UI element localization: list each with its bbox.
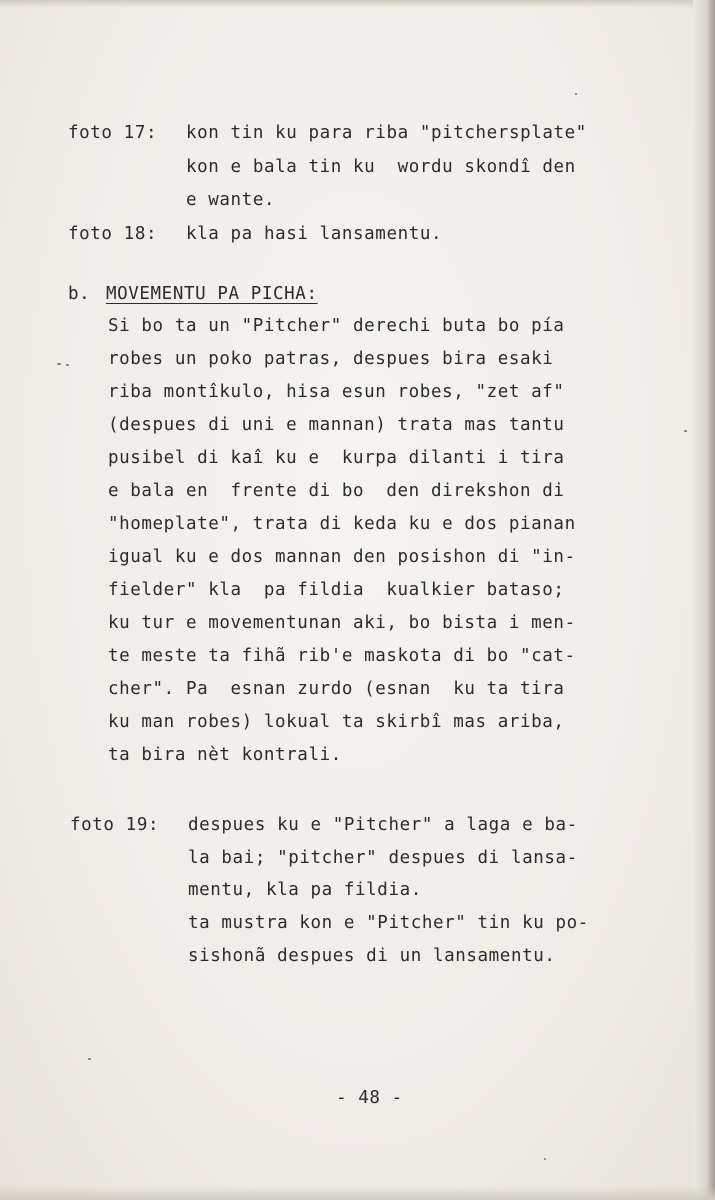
foto19-line-3: mentu, kla pa fildia. bbox=[188, 880, 422, 900]
foto19-line-2: la bai; "pitcher" despues di lansa- bbox=[188, 848, 578, 868]
section-b-line-6: e bala en frente di bo den direkshon di bbox=[108, 481, 565, 501]
paper-speck bbox=[684, 430, 687, 432]
paper-speck bbox=[66, 364, 69, 366]
section-b-line-12: cher". Pa esnan zurdo (esnan ku ta tira bbox=[108, 679, 565, 699]
paper-speck bbox=[544, 1158, 546, 1160]
page-top-shadow bbox=[0, 0, 715, 8]
paper-speck bbox=[57, 363, 61, 365]
paper-speck bbox=[575, 93, 577, 95]
section-b-line-1: Si bo ta un "Pitcher" derechi buta bo pía bbox=[108, 316, 565, 336]
section-b-line-11: te meste ta fihã rib'e maskota di bo "cat- bbox=[108, 646, 576, 666]
foto17-line-2: kon e bala tin ku wordu skondî den bbox=[186, 157, 576, 177]
section-b-line-13: ku man robes) lokual ta skirbî mas ariba, bbox=[108, 712, 565, 732]
paper-speck bbox=[88, 1058, 91, 1060]
page-right-edge bbox=[693, 0, 715, 1200]
foto17-line-3: e wante. bbox=[186, 190, 276, 210]
page-number: - 48 - bbox=[336, 1088, 403, 1108]
section-b-line-4: (despues di uni e mannan) trata mas tantu bbox=[108, 415, 565, 435]
foto19-label: foto 19: bbox=[70, 815, 160, 835]
section-b-line-7: "homeplate", trata di keda ku e dos pianan bbox=[108, 514, 576, 534]
foto17-line-1: kon tin ku para riba "pitchersplate" bbox=[186, 123, 587, 143]
foto19-line-1: despues ku e "Pitcher" a laga e ba- bbox=[188, 815, 578, 835]
section-b-line-10: ku tur e movementunan aki, bo bista i men- bbox=[108, 613, 576, 633]
section-b-line-3: riba montîkulo, hisa esun robes, "zet af" bbox=[108, 382, 565, 402]
foto19-line-4: ta mustra kon e "Pitcher" tin ku po- bbox=[188, 913, 589, 933]
foto18-label: foto 18: bbox=[68, 224, 158, 244]
foto19-line-5: sishonã despues di un lansamentu. bbox=[188, 946, 556, 966]
page-bottom-shadow bbox=[0, 1186, 715, 1200]
section-b-prefix: b. bbox=[68, 284, 91, 304]
section-b-line-8: igual ku e dos mannan den posishon di "in- bbox=[108, 547, 576, 567]
section-b-line-5: pusibel di kaî ku e kurpa dilanti i tira bbox=[108, 448, 565, 468]
section-b-line-2: robes un poko patras, despues bira esaki bbox=[108, 349, 554, 369]
foto18-line-1: kla pa hasi lansamentu. bbox=[186, 224, 443, 244]
section-b-heading: MOVEMENTU PA PICHA: bbox=[106, 284, 318, 304]
section-b-line-9: fielder" kla pa fildia kualkier bataso; bbox=[108, 580, 565, 600]
section-b-line-14: ta bira nèt kontrali. bbox=[108, 745, 342, 765]
foto17-label: foto 17: bbox=[68, 123, 158, 143]
